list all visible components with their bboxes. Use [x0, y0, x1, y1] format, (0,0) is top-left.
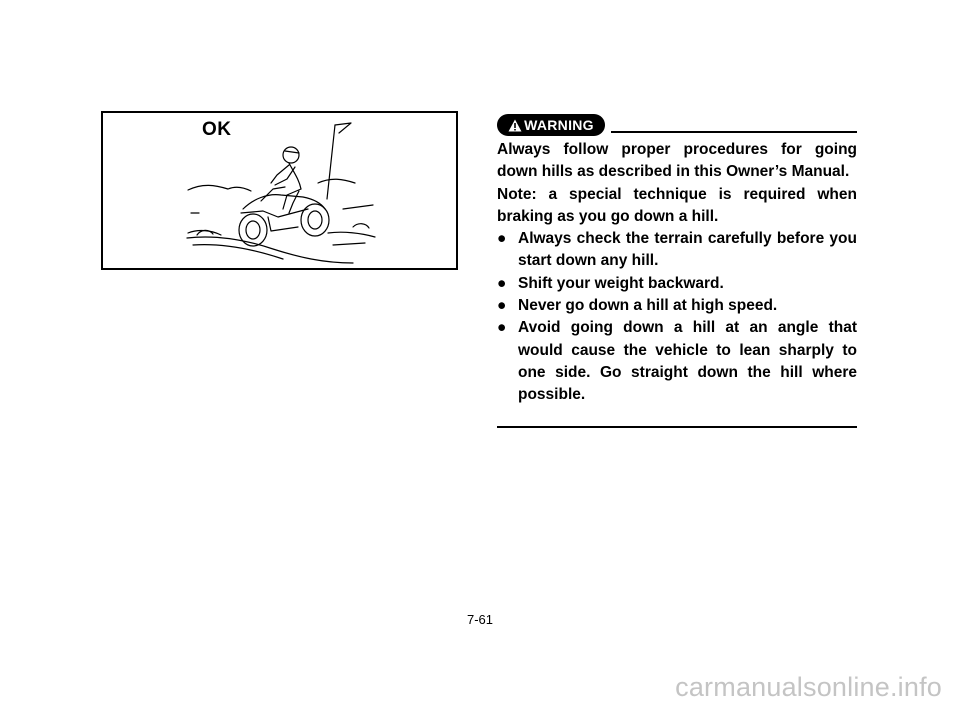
- list-item: [497, 273, 857, 295]
- bullet-text: Avoid going down a hill at an angle that would cause the vehicle to lean sharply to one side. Go straight down the hill where possible.: [518, 319, 857, 404]
- ok-label: OK: [202, 119, 232, 140]
- page-number: 7-61: [466, 612, 494, 627]
- bullet-icon: ●: [497, 274, 507, 292]
- bullet-icon: ●: [497, 297, 507, 315]
- list-item: [497, 295, 857, 317]
- watermark: carmanualsonline.info: [675, 672, 942, 702]
- bullet-text: Never go down a hill at high speed.: [518, 297, 778, 315]
- header-rule: [611, 131, 857, 133]
- illustration-frame: [101, 111, 458, 270]
- bullet-text: Shift your weight backward.: [518, 274, 724, 292]
- list-item: [497, 317, 857, 406]
- warning-bullet-list: [497, 228, 857, 406]
- list-item: [497, 228, 857, 273]
- bottom-rule: [497, 426, 857, 428]
- warning-body: [497, 139, 857, 407]
- warning-intro: Always follow proper procedures for going down hills as described in this Owner’s Manual.: [497, 141, 857, 181]
- bullet-icon: ●: [497, 230, 507, 248]
- warning-note: Note: a special technique is required when braking as you go down a hill.: [497, 185, 857, 225]
- bullet-text: Always check the terrain carefully before you start down any hill.: [518, 230, 857, 270]
- warning-header: [497, 114, 857, 136]
- warning-badge-label: WARNING: [524, 117, 594, 133]
- atv-descending-hill-illustration: [103, 113, 458, 268]
- bullet-icon: ●: [497, 319, 507, 337]
- warning-badge: [497, 114, 605, 136]
- warning-triangle-icon: [508, 119, 522, 132]
